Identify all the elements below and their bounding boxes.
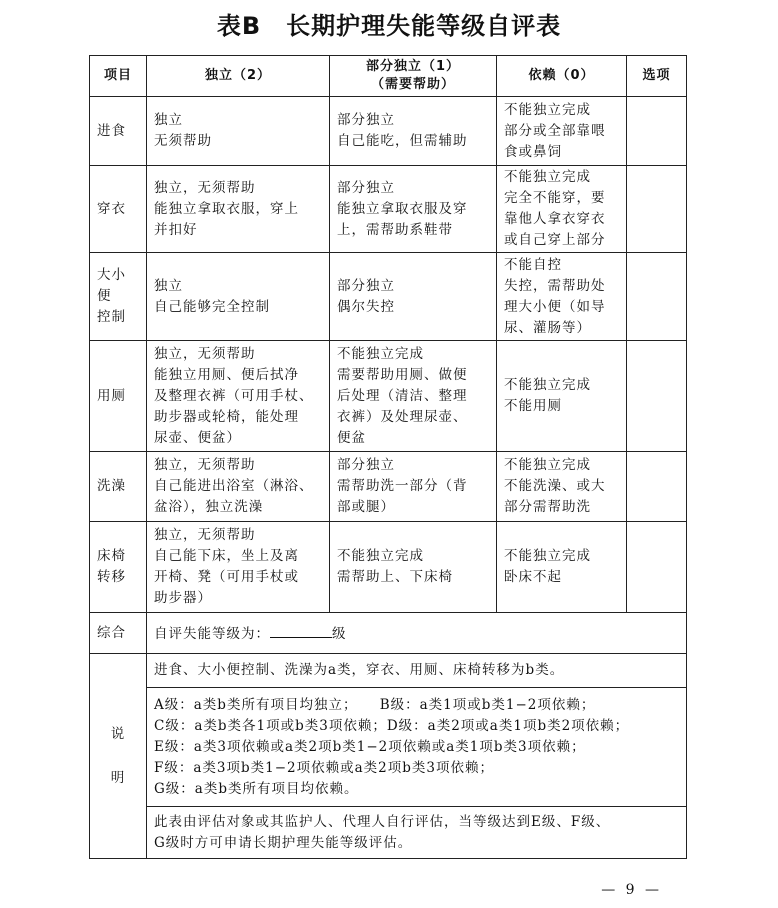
item-cell-line: 进食 [97,122,126,139]
partial-cell-line: 便盆 [337,429,366,446]
partial-cell [330,341,497,452]
header-item: 项目 [90,56,147,97]
partial-cell-line: 后处理（清洁、整理 [337,387,468,404]
partial-cell-line: 自己能吃，但需辅助 [337,133,468,149]
independent-cell-line: 助步器） [154,590,212,606]
notes-footer-row [90,807,687,859]
table-row [90,166,687,253]
grade-line: A级：a类b类所有项目均独立； B级：a类1项或b类1−2项依赖； [154,696,596,713]
partial-cell-line: 部分独立 [337,112,395,128]
item-cell-line: 转移 [97,569,126,585]
independent-cell [147,253,330,341]
header-dependent: 依赖（0） [497,56,627,97]
partial-cell-line: 需帮助洗一部分（背 [337,478,468,494]
partial-cell [330,253,497,341]
partial-cell-line: 需要帮助用厕、做便 [337,366,468,383]
partial-cell-line: 偶尔失控 [337,298,395,315]
independent-cell [147,97,330,166]
page-title: 表B 长期护理失能等级自评表 [216,12,562,40]
partial-cell [330,522,497,613]
dependent-cell-line: 食或鼻饲 [504,143,562,160]
item-cell-line: 控制 [97,309,126,325]
dependent-cell [497,97,627,166]
dependent-cell [497,341,627,452]
independent-cell-line: 助步器或轮椅，能处理 [154,408,299,425]
grade-line: E级：a类3项依赖或a类2项b类1−2项依赖或a类1项b类3项依赖； [154,738,586,755]
dependent-cell [497,253,627,341]
independent-cell-line: 独立，无须帮助 [154,179,256,196]
grade-line: C级：a类b类各1项或b类3项依赖；D级：a类2项或a类1项b类2项依赖； [154,717,630,734]
independent-cell-line: 能独立用厕、便后拭净 [154,366,299,383]
independent-cell-line: 独立，无须帮助 [154,345,256,362]
independent-cell-line: 及整理衣裤（可用手杖、 [154,387,314,404]
header-partial-line-2: （需要帮助） [370,77,455,92]
option-cell[interactable] [627,97,687,166]
independent-cell-line: 能独立拿取衣服，穿上 [154,200,299,217]
dependent-cell [497,166,627,253]
independent-cell [147,341,330,452]
footer-line: 此表由评估对象或其监护人、代理人自行评估，当等级达到E级、F级、 [154,813,611,830]
dependent-cell-line: 或自己穿上部分 [504,232,606,248]
option-cell[interactable] [627,452,687,522]
item-cell-line: 穿衣 [97,200,126,217]
summary-content [147,613,687,654]
dependent-cell-line: 不能洗澡、或大 [504,478,606,494]
grade-blank-field[interactable] [270,622,332,638]
table-row [90,522,687,613]
item-cell-line: 床椅 [97,548,126,564]
header-partial-line-1: 部分独立（1） [365,59,461,74]
item-cell [90,341,147,452]
dependent-cell-line: 失控，需帮助处 [504,277,606,294]
header-row [90,56,687,97]
dependent-cell [497,452,627,522]
notes-grades-row [90,688,687,807]
dependent-cell-line: 部分或全部靠喂 [504,122,606,139]
partial-cell [330,452,497,522]
dependent-cell-line: 卧床不起 [504,569,562,585]
partial-cell [330,166,497,253]
independent-cell-line: 自己能下床，坐上及离 [154,548,299,564]
partial-cell-line: 需帮助上、下床椅 [337,569,453,585]
grade-line: F级：a类3项b类1−2项依赖或a类2项b类3项依赖； [154,759,495,776]
option-cell[interactable] [627,253,687,341]
notes-grades [147,688,687,807]
partial-cell-line: 不能独立完成 [337,345,424,362]
header-partial [330,56,497,97]
partial-cell-line: 部或腿） [337,499,395,515]
summary-text: 自评失能等级为： [154,625,270,642]
dependent-cell-line: 不能独立完成 [504,101,591,118]
independent-cell-line: 自己能够完全控制 [154,298,270,315]
item-cell [90,97,147,166]
independent-cell-line: 无须帮助 [154,133,212,149]
partial-cell-line: 部分独立 [337,457,395,473]
header-option: 选项 [627,56,687,97]
partial-cell [330,97,497,166]
partial-cell-line: 衣裤）及处理尿壶、 [337,408,468,425]
partial-cell-line: 能独立拿取衣服及穿 [337,200,468,217]
independent-cell-line: 并扣好 [154,221,198,238]
table-row [90,341,687,452]
independent-cell-line: 自己能进出浴室（淋浴、 [154,478,314,494]
independent-cell-line: 尿壶、便盆） [154,429,241,446]
independent-cell [147,166,330,253]
dependent-cell-line: 部分需帮助洗 [504,499,591,515]
item-cell [90,253,147,341]
independent-cell-line: 开椅、凳（可用手杖或 [154,569,299,585]
item-cell [90,452,147,522]
notes-category: 进食、大小便控制、洗澡为a类，穿衣、用厕、床椅转移为b类。 [147,654,687,688]
independent-cell-line: 盆浴），独立洗澡 [154,499,264,515]
notes-label-char-1: 说 [110,726,126,742]
independent-cell [147,452,330,522]
option-cell[interactable] [627,522,687,613]
dependent-cell-line: 不能用厕 [504,398,562,414]
item-cell-line: 洗澡 [97,478,126,494]
independent-cell-line: 独立 [154,112,183,128]
independent-cell [147,522,330,613]
item-cell-line: 用厕 [97,387,126,404]
footer-line: G级时方可申请长期护理失能等级评估。 [154,834,413,851]
independent-cell-line: 独立，无须帮助 [154,457,256,473]
dependent-cell-line: 靠他人拿衣穿衣 [504,211,606,227]
notes-category-row [90,654,687,688]
notes-footer [147,807,687,859]
dependent-cell-line: 不能独立完成 [504,457,591,473]
assessment-table [89,55,687,859]
option-cell[interactable] [627,341,687,452]
table-row [90,253,687,341]
notes-label-char-2: 明 [110,770,126,786]
dependent-cell-line: 尿、灌肠等） [504,319,591,336]
dependent-cell-line: 不能自控 [504,256,562,273]
partial-cell-line: 部分独立 [337,179,395,196]
item-cell [90,522,147,613]
header-independent: 独立（2） [147,56,330,97]
grade-line: G级：a类b类所有项目均依赖。 [154,780,359,797]
independent-cell-line: 独立 [154,277,183,294]
dependent-cell-line: 不能独立完成 [504,169,591,185]
independent-cell-line: 独立，无须帮助 [154,527,256,543]
dependent-cell-line: 不能独立完成 [504,377,591,393]
table-row [90,97,687,166]
dependent-cell-line: 完全不能穿，要 [504,190,606,206]
partial-cell-line: 不能独立完成 [337,548,424,564]
item-cell-line: 大小便 [97,267,126,304]
dependent-cell [497,522,627,613]
page-number: — 9 — [601,882,662,898]
summary-unit: 级 [332,625,347,642]
summary-row [90,613,687,654]
partial-cell-line: 部分独立 [337,277,395,294]
dependent-cell-line: 理大小便（如导 [504,298,606,315]
summary-label: 综合 [90,613,147,654]
item-cell [90,166,147,253]
dependent-cell-line: 不能独立完成 [504,548,591,564]
table-row [90,452,687,522]
option-cell[interactable] [627,166,687,253]
notes-label [90,654,147,859]
partial-cell-line: 上，需帮助系鞋带 [337,221,453,238]
